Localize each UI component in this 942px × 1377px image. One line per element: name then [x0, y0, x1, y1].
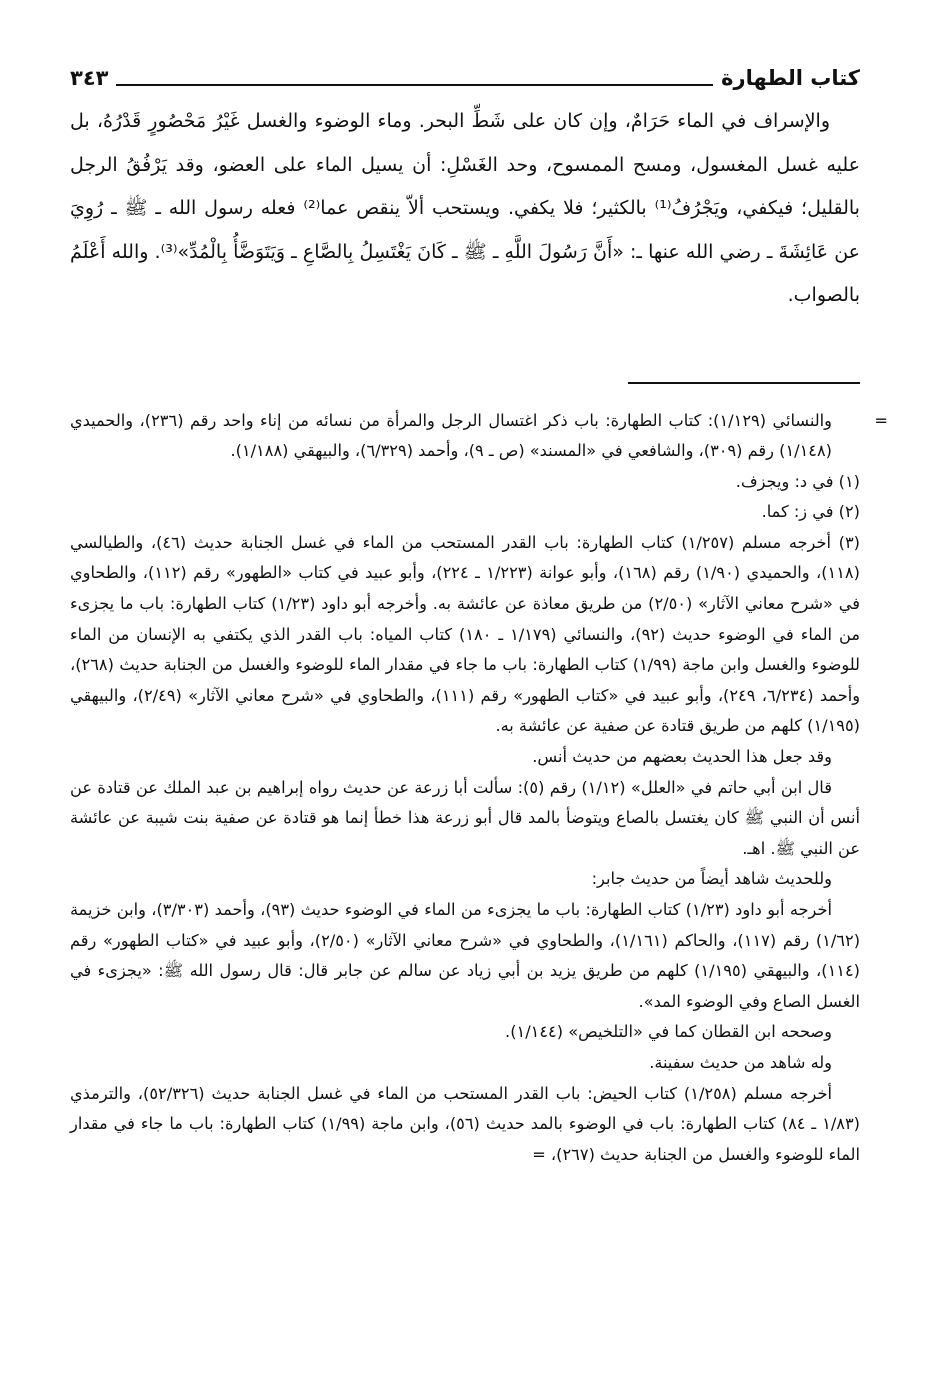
- page: [70, 58, 888, 1170]
- main-text: [70, 100, 860, 318]
- footnote-continuation-text: والنسائي (١/١٢٩): كتاب الطهارة: باب ذكر اغتسال الرجل والمرأة من نسائه من إناء واحد رقم (٢٣٦)، والحميدي (١/١٤٨) رقم (٣٠٩)، والشافعي في «المسند» (ص ـ ٩)، وأحمد (٦/٣٢٩)، والبيهقي (١/١٨٨).: [70, 410, 832, 461]
- footnote-continuation: [70, 406, 888, 467]
- footnote-2: (٢) في ز: كما.: [761, 502, 860, 522]
- footnotes: [70, 406, 888, 1171]
- continuation-mark-start: =: [874, 410, 888, 430]
- footnote-3-para-b: وقد جعل هذا الحديث بعضهم من حديث أنس.: [532, 747, 832, 767]
- footnote-3-para-e: أخرجه أبو داود (١/٢٣) كتاب الطهارة: باب ما يجزىء من الماء في الوضوء حديث (٩٣)، وأحمد (٣/٣٠٣)، وابن خزيمة (١/٦٢) رقم (١١٧)، والحاكم (١/١٦١)، والطحاوي في «شرح معاني الآثار» (٢/٥٠)، وأبو عبيد في «كتاب الطهور» رقم (١١٤)، والبيهقي (١/١٩٥) كلهم من طريق يزيد بن أبي زياد عن سالم عن جابر قال: قال رسول الله ﷺ: «يجزىء في الغسل الصاع وفي الوضوء المد».: [70, 900, 861, 1011]
- running-header: [70, 58, 860, 90]
- footnote-3-para-h: أخرجه مسلم (١/٢٥٨) كتاب الحيض: باب القدر المستحب من الماء في غسل الجنابة حديث (٥٢/٣٢٦)، والترمذي (١/٨٣ ـ ٨٤) كتاب الطهارة: باب في الوضوء بالمد حديث (٥٦)، وابن ماجة (١/٩٩) كتاب الطهارة: باب ما جاء في مقدار الماء للوضوء والغسل من الجنابة حديث (٢٦٧)، =: [70, 1083, 860, 1164]
- footnote-3-para-g: وله شاهد من حديث سفينة.: [649, 1052, 832, 1072]
- footnote-3-para-f: وصححه ابن القطان كما في «التلخيص» (١/١٤٤).: [505, 1022, 832, 1042]
- chapter-title: كتاب الطهارة: [721, 66, 860, 90]
- header-rule: [116, 84, 713, 86]
- footnote-3-para-d: وللحديث شاهد أيضاً من حديث جابر:: [591, 869, 832, 889]
- page-number: ٣٤٣: [70, 66, 109, 90]
- footnote-3: (٣) أخرجه مسلم (١/٢٥٧) كتاب الطهارة: باب القدر المستحب من الماء في غسل الجنابة حديث (٤٦)، والطيالسي (١١٨)، والحميدي (١/٩٠) رقم (١٦٨)، وأبو عوانة (١/٢٢٣ ـ ٢٢٤)، وأبو عبيد في كتاب «الطهور» رقم (١١٢)، والطحاوي في «شرح معاني الآثار» (٢/٥٠) من طريق معاذة عن عائشة به. وأخرجه أبو داود (١/٢٣) كتاب الطهارة: باب ما يجزىء من الماء في الوضوء حديث (٩٢)، والنسائي (١/١٧٩ ـ ١٨٠) كتاب المياه: باب القدر الذي يكتفي به الإنسان من الماء للوضوء والغسل وابن ماجة (١/٩٩) كتاب الطهارة: باب ما جاء في مقدار الماء للوضوء والغسل من الجنابة حديث (٢٦٨)، وأحمد (٦/٢٣٤، ٢٤٩)، وأبو عبيد في «كتاب الطهور» رقم (١١١)، والطحاوي في «شرح معاني الآثار» (٢/٤٩)، والبيهقي (١/١٩٥) كلهم من طريق قتادة عن صفية عن عائشة به.: [70, 532, 861, 736]
- footnote-separator: [628, 382, 860, 384]
- main-paragraph: والإسراف في الماء حَرَامٌ، وإن كان على شَطِّ البحر. وماء الوضوء والغسل غَيْرُ مَحْصُورٍ قَدْرُهُ، بل عليه غسل المغسول، ومسح الممسوح، وحد الغَسْلِ: أن يسيل الماء على العضو، وقد يَرْفُقُ الرجل بالقليل؛ فيكفي، ويَجْرُفُ⁽¹⁾ بالكثير؛ فلا يكفي. ويستحب ألاّ ينقص عما⁽²⁾ فعله رسول الله ـ ﷺ ـ رُوِيَ عن عَائِشَةَ ـ رضي الله عنها ـ: «أَنَّ رَسُولَ اللَّهِ ـ ﷺ ـ كَانَ يَغْتَسِلُ بِالصَّاعِ ـ وَيَتَوَضَّأُ بِالْمُدِّ»⁽³⁾. والله أَعْلَمُ بالصواب.: [70, 110, 860, 306]
- footnote-1: (١) في د: ويجزف.: [735, 471, 860, 491]
- footnote-3-para-c: قال ابن أبي حاتم في «العلل» (١/١٢) رقم (٥): سألت أبا زرعة عن حديث رواه إبراهيم بن عبد الملك عن قتادة عن أنس أن النبي ﷺ كان يغتسل بالصاع ويتوضأ بالمد قال أبو زرعة هذا خطأ إنما هو قتادة عن صفية بنت شيبة عن عائشة عن النبي ﷺ. اهـ.: [70, 777, 860, 858]
